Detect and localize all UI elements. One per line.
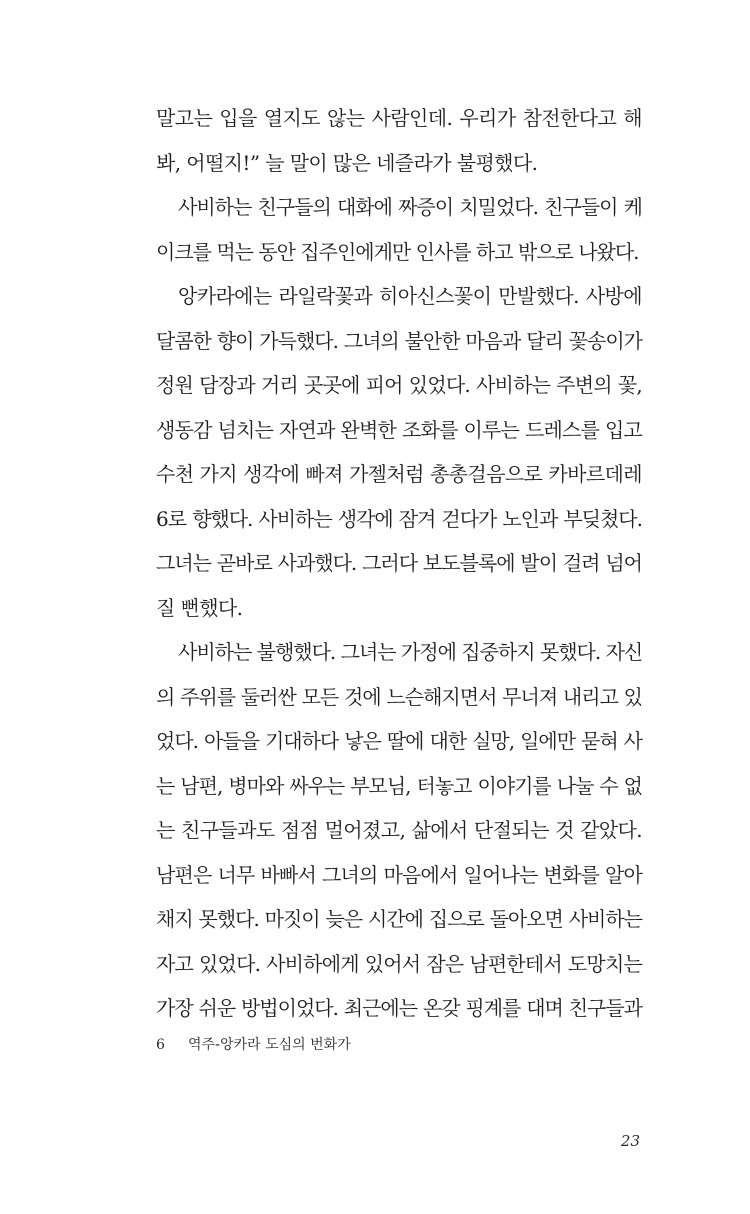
- text-line: 달콤한 향이 가득했다. 그녀의 불안한 마음과 달리 꽃송이가: [156, 328, 642, 353]
- text-line: 사비하는 친구들의 대화에 짜증이 치밀었다. 친구들이 케: [178, 195, 642, 219]
- text-line: 생동감 넘치는 자연과 완벽한 조화를 이루는 드레스를 입고: [156, 417, 642, 442]
- footnote-number: 6: [156, 1037, 165, 1053]
- text-line: 자고 있었다. 사비하에게 있어서 잠은 남편한테서 도망치는: [156, 951, 642, 976]
- text-line: 그녀는 곧바로 사과했다. 그러다 보도블록에 발이 걸려 넘어: [156, 551, 642, 575]
- text-line: 질 뻔했다.: [156, 595, 243, 620]
- text-line: 남편은 너무 바빠서 그녀의 마음에서 일어나는 변화를 알아: [156, 862, 642, 887]
- text-line: 는 남편, 병마와 싸우는 부모님, 터놓고 이야기를 나눌 수 없: [156, 773, 642, 798]
- text-line: 의 주위를 둘러싼 모든 것에 느슨해지면서 무너져 내리고 있: [156, 684, 642, 709]
- text-line: 앙카라에는 라일락꽃과 히아신스꽃이 만발했다. 사방에: [178, 284, 642, 308]
- text-line: 사비하는 불행했다. 그녀는 가정에 집중하지 못했다. 자신: [178, 640, 643, 664]
- body-text: [156, 96, 642, 1031]
- text-line: 수천 가지 생각에 빠져 가젤처럼 총총걸음으로 카바르데레: [156, 462, 642, 486]
- text-line: 봐, 어떨지!” 늘 말이 많은 네즐라가 불평했다.: [156, 150, 538, 175]
- page-number: 23: [620, 1132, 640, 1150]
- text-line: 정원 담장과 거리 곳곳에 피어 있었다. 사비하는 주변의 꽃,: [156, 373, 642, 397]
- text-line: 가장 쉬운 방법이었다. 최근에는 온갖 핑계를 대며 친구들과: [156, 996, 642, 1020]
- text-line: 채지 못했다. 마짓이 늦은 시간에 집으로 돌아오면 사비하는: [156, 907, 642, 931]
- text-line: 었다. 아들을 기대하다 낳은 딸에 대한 실망, 일에만 묻혀 사: [156, 729, 642, 753]
- text-line: 이크를 먹는 동안 집주인에게만 인사를 하고 밖으로 나왔다.: [156, 239, 639, 264]
- text-line: 는 친구들과도 점점 멀어졌고, 삶에서 단절되는 것 같았다.: [156, 818, 642, 842]
- footnote: [156, 1034, 351, 1054]
- footnote-text: 역주-앙카라 도심의 번화가: [188, 1037, 351, 1053]
- text-line: 말고는 입을 열지도 않는 사람인데. 우리가 참전한다고 해: [156, 106, 642, 130]
- text-line: 6로 향했다. 사비하는 생각에 잠겨 걷다가 노인과 부딪쳤다.: [156, 506, 642, 531]
